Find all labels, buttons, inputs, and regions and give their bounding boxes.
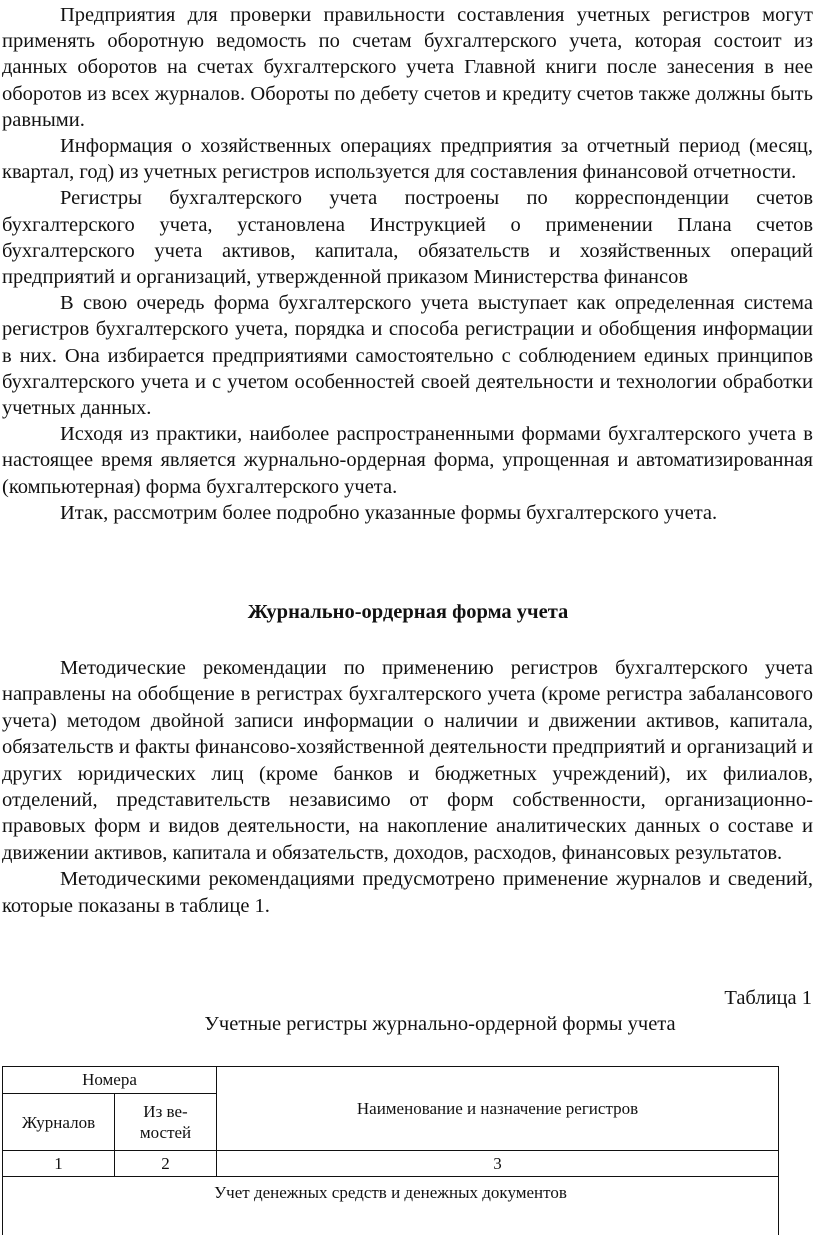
header-statements-line-2: мостей — [139, 1123, 192, 1142]
header-register-name: Наименование и назначение регистров — [217, 1067, 779, 1151]
column-number-3: 3 — [217, 1151, 779, 1177]
column-number-1: 1 — [3, 1151, 115, 1177]
header-statements — [115, 1094, 217, 1151]
header-statements-line-1: Из ве- — [143, 1102, 188, 1121]
paragraph-8: Методическими рекомендациями предусмотрено применение журналов и сведений, которые показаны в таблице 1. — [2, 868, 813, 917]
registers-table — [2, 1066, 779, 1235]
intro-text — [2, 2, 813, 526]
table-section-row: Учет денежных средств и денежных документов — [3, 1177, 779, 1236]
column-number-2: 2 — [115, 1151, 217, 1177]
paragraph-2: Информация о хозяйственных операциях предприятия за отчетный период (месяц, квартал, год) из учетных регистров используется для составления финансовой отчетности. — [2, 135, 813, 184]
paragraph-6: Итак, рассмотрим более подробно указанные формы бухгалтерского учета. — [60, 501, 718, 524]
header-group-numbers: Номера — [3, 1067, 217, 1094]
table-number: Таблица 1 — [724, 987, 812, 1009]
section-heading: Журнально-ордерная форма учета — [247, 601, 569, 623]
paragraph-4: В свою очередь форма бухгалтерского учета выступает как определенная система регистров бухгалтерского учета, порядка и способа регистрации и обобщения информации в них. Она избирается предприятиями самостоятельно с соблюдением единых принципов бухгалтерского учета и с учетом особенностей своей деятельности и технологии обработки учетных данных. — [2, 292, 813, 420]
section-text — [2, 655, 813, 919]
paragraph-5: Исходя из практики, наиболее распространенными формами бухгалтерского учета в настоящее время является журнально-ордерная форма, упрощенная и автоматизированная (компьютерная) форма бухгалтерского учета. — [2, 423, 813, 498]
paragraph-3: Регистры бухгалтерского учета построены по корреспонденции счетов бухгалтерского учета, установлена Инструкцией о применении Плана счетов бухгалтерского учета активов, капитала, обязательств и хозяйственных операций предприятий и организаций, утвержденной приказом Министерства финансов — [2, 187, 813, 289]
table-caption: Учетные регистры журнально-ордерной формы учета — [204, 1013, 676, 1035]
paragraph-1: Предприятия для проверки правильности составления учетных регистров могут применять оборотную ведомость по счетам бухгалтерского учета, которая состоит из данных оборотов на счетах бухгалтерского учета Главной книги после занесения в нее оборотов из всех журналов. Обороты по дебету счетов и кредиту счетов также должны быть равными. — [2, 4, 813, 131]
header-journals: Журналов — [3, 1094, 115, 1151]
paragraph-7: Методические рекомендации по применению регистров бухгалтерского учета направлены на обобщение в регистрах бухгалтерского учета (кроме регистра забалансового учета) методом двойной записи информации о наличии и движении активов, капитала, обязательств и факты финансово-хозяйственной деятельности предприятий и организаций и других юридических лиц (кроме банков и бюджетных учреждений), их филиалов, отделений, представительств независимо от форм собственности, организационно-правовых форм и видов деятельности, на накопление аналитических данных о составе и движении активов, капитала и обязательств, доходов, расходов, финансовых результатов. — [2, 657, 813, 864]
